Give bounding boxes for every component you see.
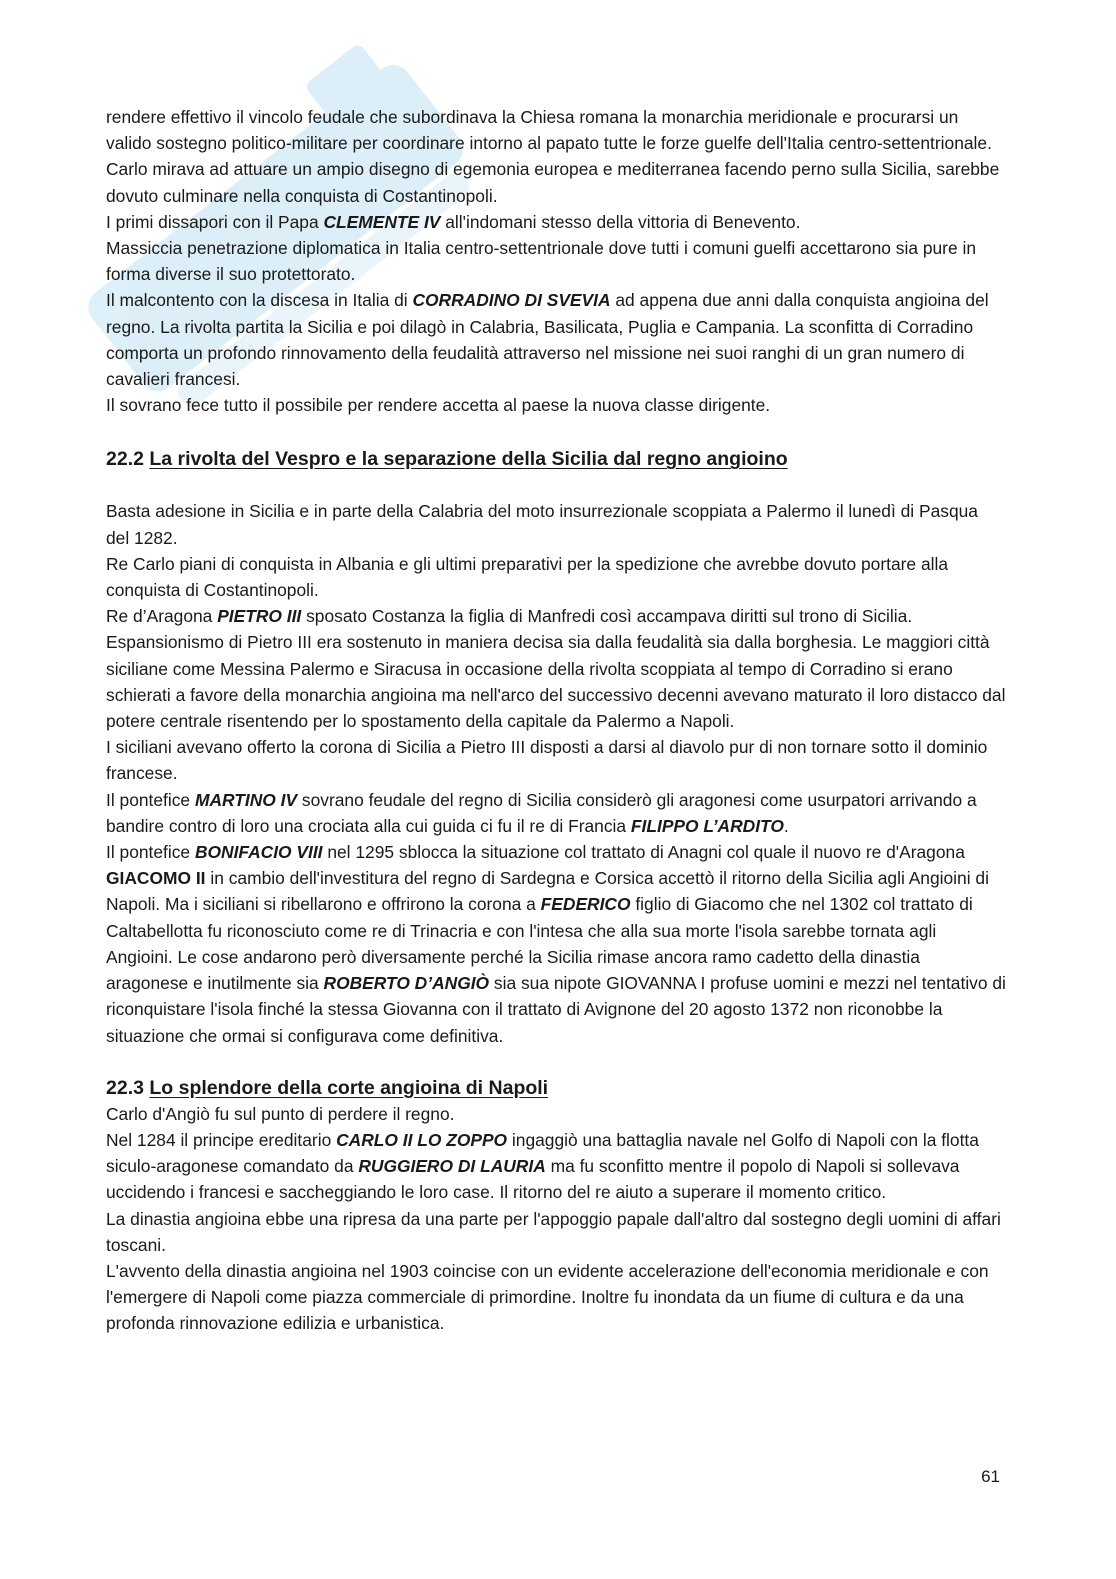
text-run: figlio di Giacomo che nel 1302 col trattato di Caltabellotta fu riconosciuto come re di Trinacria e con l'intesa che alla sua morte l'isola sarebbe tornata agli Angioini. Le cose andarono però diversamente perché la Sicilia rimase ancora ramo cadetto della dinastia aragonese e inutilmente sia bbox=[106, 894, 973, 994]
text-run: Carlo mirava ad attuare un ampio disegno di egemonia europea e mediterranea facendo perno sulla Sicilia, sarebbe dovuto culminare nella conquista di Costantinopoli. bbox=[106, 159, 1000, 206]
paragraph-s3p2 bbox=[106, 1127, 1006, 1206]
text-run: Re d’Aragona bbox=[106, 606, 218, 627]
text-run: rendere effettivo il vincolo feudale che subordinava la Chiesa romana la monarchia meridionale e procurarsi un valido sostegno politico-militare per coordinare intorno al papato tutte le forze guelfe dell'Italia centro-settentrionale. bbox=[106, 107, 992, 154]
section-title-text: La rivolta del Vespro e la separazione della Sicilia dal regno angioino bbox=[149, 448, 788, 471]
emphasis-name: PIETRO III bbox=[217, 606, 302, 627]
text-run: sovrano feudale del regno di Sicilia considerò gli aragonesi come usurpatori arrivando a bandire contro di loro una crociata alla cui guida ci fu il re di Francia bbox=[106, 789, 977, 836]
text-run: ingaggiò una battaglia navale nel Golfo di Napoli con la flotta siculo-aragonese comandato da bbox=[106, 1129, 979, 1177]
text-run: in cambio dell'investitura del regno di Sardegna e Corsica accettò il ritorno della Sicilia agli Angioini di Napoli. Ma i siciliani si ribellarono e offrirono la corona a bbox=[106, 868, 989, 915]
emphasis-name: CORRADINO DI SVEVIA bbox=[412, 290, 611, 311]
text-run: all'indomani stesso della vittoria di Benevento. bbox=[440, 211, 801, 232]
intro-block bbox=[106, 104, 1006, 418]
text-run: Carlo d'Angiò fu sul punto di perdere il regno. bbox=[106, 1103, 455, 1124]
paragraph-s3p4 bbox=[106, 1258, 1006, 1337]
emphasis-name: FILIPPO L’ARDITO bbox=[630, 815, 784, 836]
section-heading-22-3 bbox=[106, 1075, 1006, 1101]
section-number: 22.3 bbox=[106, 1076, 144, 1099]
paragraph-p2 bbox=[106, 156, 1006, 208]
text-run: Il sovrano fece tutto il possibile per rendere accetta al paese la nuova classe dirigente. bbox=[106, 395, 771, 416]
emphasis-name: FEDERICO bbox=[540, 894, 631, 915]
text-run: Massiccia penetrazione diplomatica in Italia centro-settentrionale dove tutti i comuni guelfi accettarono sia pure in forma diverse il suo protettorato. bbox=[106, 238, 976, 285]
section-22-3-body bbox=[106, 1101, 1006, 1337]
emphasis-name: CLEMENTE IV bbox=[323, 211, 441, 232]
page-number: 61 bbox=[981, 1467, 1000, 1486]
text-run: Nel 1284 il principe ereditario bbox=[106, 1129, 337, 1150]
text-run: sia sua nipote GIOVANNA I profuse uomini e mezzi nel tentativo di riconquistare l'isola finché la stessa Giovanna con il trattato di Avignone del 20 agosto 1372 non riconobbe la situazione che ormai si configurava come definitiva. bbox=[106, 973, 1006, 1046]
section-heading-22-2 bbox=[106, 446, 1006, 472]
page-content bbox=[106, 104, 1006, 1337]
emphasis-name: BONIFACIO VIII bbox=[194, 842, 323, 863]
text-run: Il pontefice bbox=[106, 789, 195, 810]
emphasis-name: GIACOMO II bbox=[106, 868, 206, 889]
paragraph-s3p3 bbox=[106, 1206, 1006, 1258]
paragraph-s2p4 bbox=[106, 629, 1006, 734]
paragraph-p1 bbox=[106, 104, 1006, 156]
emphasis-name: RUGGIERO DI LAURIA bbox=[358, 1156, 546, 1177]
paragraph-s2p3 bbox=[106, 603, 1006, 629]
text-run: I siciliani avevano offerto la corona di Sicilia a Pietro III disposti a darsi al diavolo pur di non tornare sotto il dominio francese. bbox=[106, 737, 988, 784]
text-run: La dinastia angioina ebbe una ripresa da una parte per l'appoggio papale dall'altro dal sostegno degli uomini di affari toscani. bbox=[106, 1208, 1001, 1255]
text-run: Basta adesione in Sicilia e in parte della Calabria del moto insurrezionale scoppiata a Palermo il lunedì di Pasqua del 1282. bbox=[106, 501, 978, 548]
paragraph-s3p1 bbox=[106, 1101, 1006, 1127]
paragraph-p5 bbox=[106, 287, 1006, 392]
text-run: Il pontefice bbox=[106, 842, 195, 863]
text-run: Re Carlo piani di conquista in Albania e gli ultimi preparativi per la spedizione che avrebbe dovuto portare alla conquista di Costantinopoli. bbox=[106, 553, 949, 601]
emphasis-name: ROBERTO D’ANGIÒ bbox=[323, 973, 490, 994]
paragraph-s2p7 bbox=[106, 839, 1006, 1049]
text-run: L'avvento della dinastia angioina nel 1903 coincise con un evidente accelerazione dell'economia meridionale e con l'emergere di Napoli come piazza commerciale di primordine. Inoltre fu inondata da un fiume di cultura e da una profonda rinnovazione edilizia e urbanistica. bbox=[106, 1260, 989, 1334]
section-22-2-body bbox=[106, 498, 1006, 1048]
text-run: I primi dissapori con il Papa bbox=[106, 211, 324, 232]
section-number: 22.2 bbox=[106, 448, 144, 471]
section-title-text: Lo splendore della corte angioina di Napoli bbox=[149, 1076, 549, 1099]
emphasis-name: CARLO II LO ZOPPO bbox=[336, 1129, 508, 1150]
text-run: nel 1295 sblocca la situazione col trattato di Anagni col quale il nuovo re d'Aragona bbox=[322, 842, 965, 863]
text-run: Il malcontento con la discesa in Italia di bbox=[106, 290, 413, 311]
paragraph-s2p2 bbox=[106, 551, 1006, 603]
text-run: Espansionismo di Pietro III era sostenuto in maniera decisa sia dalla feudalità sia dalla borghesia. Le maggiori città siciliane come Messina Palermo e Siracusa in occasione della rivolta scoppiata al tempo di Corradino si erano schierati a favore della monarchia angioina ma nell'arco del successivo decenni avevano maturato il loro distacco dal potere centrale risentendo per lo spostamento della capitale da Palermo a Napoli. bbox=[106, 632, 1006, 732]
paragraph-p4 bbox=[106, 235, 1006, 287]
paragraph-s2p1 bbox=[106, 498, 1006, 550]
paragraph-s2p6 bbox=[106, 787, 1006, 839]
text-run: ad appena due anni dalla conquista angioina del regno. La rivolta partita la Sicilia e poi dilagò in Calabria, Basilicata, Puglia e Campania. La sconfitta di Corradino comporta un profondo rinnovamento della feudalità attraverso nel missione nei suoi ranghi di un gran numero di cavalieri francesi. bbox=[106, 290, 989, 390]
paragraph-p6 bbox=[106, 392, 1006, 418]
text-run: sposato Costanza la figlia di Manfredi così accampava diritti sul trono di Sicilia. bbox=[301, 606, 913, 627]
text-run: . bbox=[783, 815, 789, 836]
emphasis-name: MARTINO IV bbox=[194, 789, 298, 810]
text-run: ma fu sconfitto mentre il popolo di Napoli si sollevava uccidendo i francesi e saccheggiando le loro case. Il ritorno del re aiuto a superare il momento critico. bbox=[106, 1156, 960, 1203]
paragraph-s2p5 bbox=[106, 734, 1006, 786]
paragraph-p3 bbox=[106, 209, 1006, 235]
